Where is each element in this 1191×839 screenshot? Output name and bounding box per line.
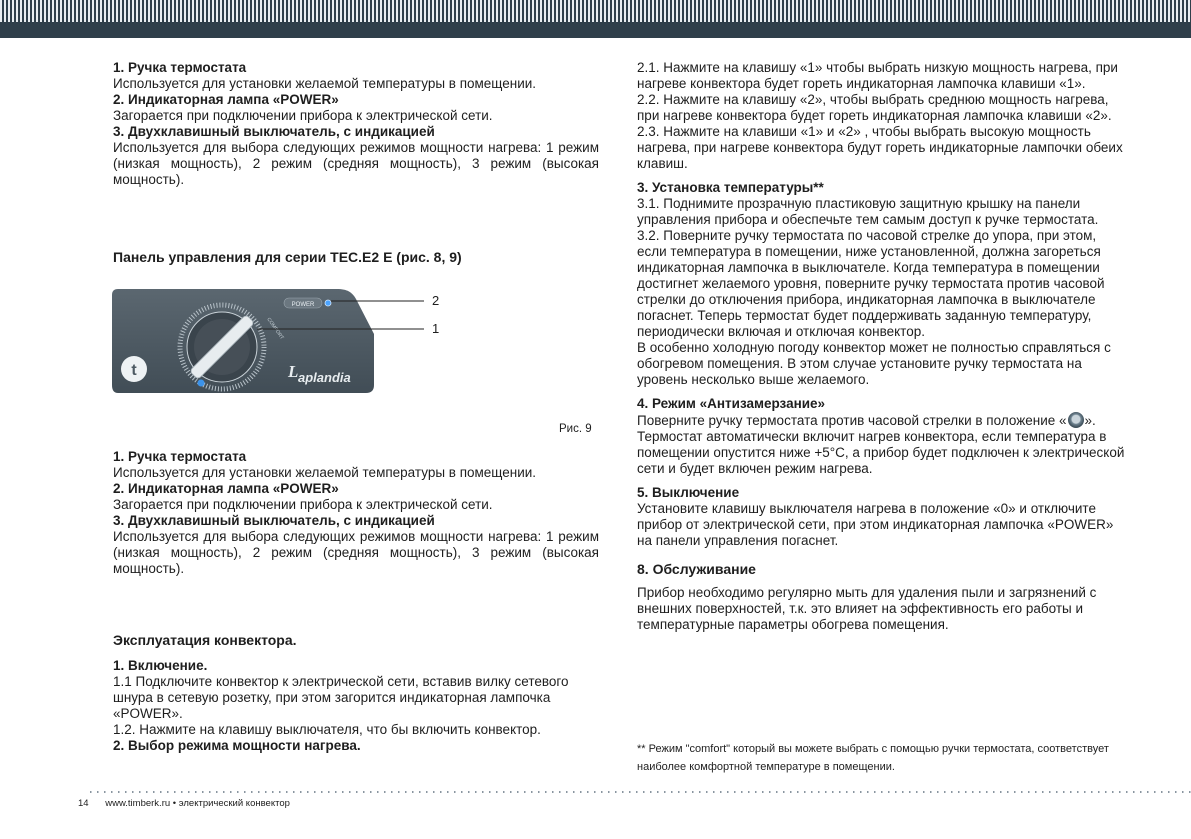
def-2-text-2: Загорается при подключении прибора к электрической сети. <box>113 497 493 512</box>
temp-title: 3. Установка температуры** <box>637 180 824 195</box>
figure-caption: Рис. 9 <box>559 423 592 435</box>
antifreeze-dot <box>198 380 205 387</box>
brand-name: aplandia <box>298 370 351 385</box>
service-title: 8. Обслуживание <box>637 561 756 577</box>
switch-on-1-1: 1.1 Подключите конвектор к электрической сети, вставив вилку сетевого шнура в сетевую розетку, при этом загорится индикаторная лампочка «POWER». <box>113 674 569 721</box>
header-stripes <box>0 0 1191 22</box>
def-3-title-2: 3. Двухклавишный выключатель, с индикацией <box>113 513 435 528</box>
def-1-title-2: 1. Ручка термостата <box>113 449 247 464</box>
antifreeze-text-post: ». Термостат автоматически включит нагрев конвектора, если температура в помещении опустится ниже +5°С, а прибор будет подключен к электрической сети и будет включен режим нагрева. <box>637 413 1125 476</box>
footnote: ** Режим "comfort" который вы можете выбрать с помощью ручки термостата, соответствует наиболее комфортной температуре в помещении. <box>637 743 1109 773</box>
def-1-text: Используется для установки желаемой температуры в помещении. <box>113 76 537 91</box>
footer <box>78 798 290 809</box>
mode-title: 2. Выбор режима мощности нагрева. <box>113 738 361 753</box>
comfort-arc-label: COMFORT <box>265 316 285 341</box>
mode-2-2: 2.2. Нажмите на клавишу «2», чтобы выбрать среднюю мощность нагрева, при нагреве конвектора будет гореть индикаторная лампочка клавиши «2». <box>637 92 1112 123</box>
footer-url: www.timberk.ru • электрический конвектор <box>105 798 290 809</box>
def-3-text-2: Используется для выбора следующих режимов мощности нагрева: 1 режим (низкая мощность), 2 режим (средняя мощность), 3 режим (высокая мощность). <box>113 529 599 576</box>
left-bottom-definitions <box>113 449 599 577</box>
operation-section <box>113 632 593 754</box>
header-band <box>0 0 1191 38</box>
temp-note: В особенно холодную погоду конвектор может не полностью справляться с обогревом помещения. В этом случае установите ручку термостата на уровень несколько выше желаемого. <box>637 340 1111 387</box>
brand-initial: L <box>288 362 299 381</box>
off-text: Установите клавишу выключателя нагрева в положение «0» и отключите прибор от электрической сети, при этом индикаторная лампочка «POWER» на панели управления погаснет. <box>637 501 1114 548</box>
off-title: 5. Выключение <box>637 485 740 500</box>
temp-3-2: 3.2. Поверните ручку термостата по часовой стрелке до упора, при этом, если температура в помещении, ниже установленной, должна загореться индикаторная лампочка в выключателе. Когда температура в помещении достигнет желаемого уровня, поверните ручку термостата против часовой стрелки до отключения прибора, индикаторная лампочка в выключателе погаснет. Теперь термостат будет поддерживать заданную температуру, периодически включая и отключая конвектор. <box>637 228 1105 339</box>
panel-heading: Панель управления для серии TEC.E2 E (рис. 8, 9) <box>113 249 462 265</box>
antifreeze-text <box>637 412 1127 477</box>
power-led <box>325 300 331 306</box>
control-panel-svg <box>112 289 462 399</box>
left-top-definitions <box>113 60 599 188</box>
def-3-title: 3. Двухклавишный выключатель, с индикацией <box>113 124 435 139</box>
antifreeze-text-pre: Поверните ручку термостата против часовой стрелки в положение « <box>637 413 1067 428</box>
power-label: POWER <box>291 302 315 308</box>
def-2-text: Загорается при подключении прибора к электрической сети. <box>113 108 493 123</box>
callout-1: 1 <box>432 321 440 336</box>
operation-heading: Эксплуатация конвектора. <box>113 632 297 648</box>
switch-on-title: 1. Включение. <box>113 658 208 673</box>
switch-on-1-2: 1.2. Нажмите на клавишу выключателя, что бы включить конвектор. <box>113 722 541 737</box>
def-2-title: 2. Индикаторная лампа «POWER» <box>113 92 339 107</box>
page-number: 14 <box>78 798 89 809</box>
antifreeze-title: 4. Режим «Антизамерзание» <box>637 396 826 411</box>
def-1-title: 1. Ручка термостата <box>113 60 247 75</box>
def-3-text: Используется для выбора следующих режимов мощности нагрева: 1 режим (низкая мощность), 2 режим (средняя мощность), 3 режим (высокая мощность). <box>113 140 599 187</box>
timberk-logo-letter: t <box>131 362 137 379</box>
antifreeze-snowflake-icon <box>1068 412 1084 428</box>
right-column <box>637 60 1127 633</box>
def-2-title-2: 2. Индикаторная лампа «POWER» <box>113 481 339 496</box>
mode-2-3: 2.3. Нажмите на клавиши «1» и «2» , чтобы выбрать высокую мощность нагрева, при нагреве конвектора будут гореть индикаторные лампочки обеих клавиш. <box>637 124 1123 171</box>
service-text: Прибор необходимо регулярно мыть для удаления пыли и загрязнений с внешних поверхностей, т.к. это влияет на эффективность его работы и температурные параметры обогрева помещения. <box>637 585 1097 632</box>
temp-3-1: 3.1. Поднимите прозрачную пластиковую защитную крышку на панели управления прибора и обеспечьте тем самым доступ к ручке термостата. <box>637 196 1099 227</box>
def-1-text-2: Используется для установки желаемой температуры в помещении. <box>113 465 537 480</box>
footer-divider <box>90 791 1191 793</box>
mode-2-1: 2.1. Нажмите на клавишу «1» чтобы выбрать низкую мощность нагрева, при нагреве конвектора будет гореть индикаторная лампочка клавиши «1». <box>637 60 1118 91</box>
callout-2: 2 <box>432 293 440 308</box>
control-panel-figure <box>112 289 462 399</box>
